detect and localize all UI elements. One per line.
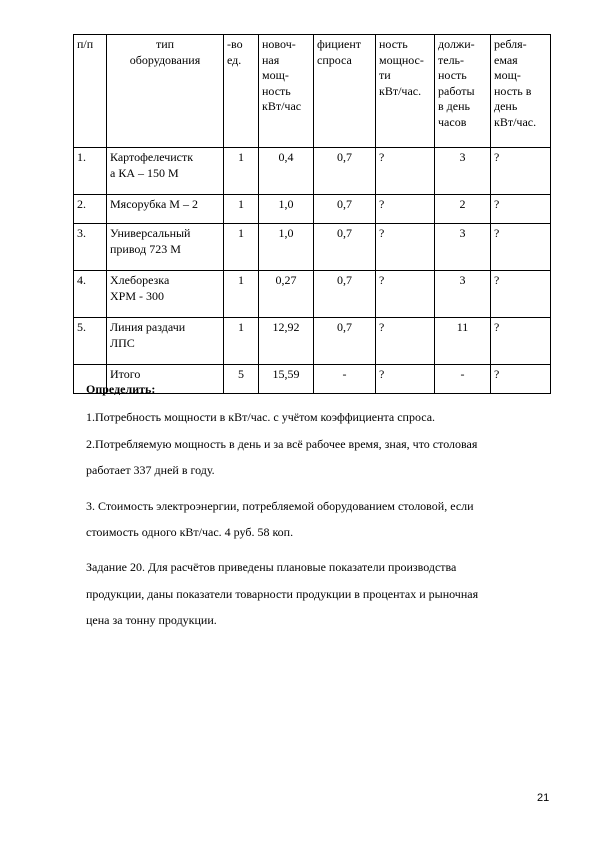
table-cell: 1 (224, 318, 259, 365)
table-cell: 15,59 (259, 365, 314, 394)
task-item-3-line-2: стоимость одного кВт/час. 4 руб. 58 коп. (86, 525, 294, 539)
table-row (74, 195, 551, 224)
header-cell: ность мощнос- ти кВт/час. (376, 35, 435, 148)
page-number: 21 (537, 792, 550, 804)
table-cell: ? (376, 271, 435, 318)
table-cell: 1. (74, 148, 107, 195)
task-item-2-line-1: 2.Потребляемую мощность в день и за всё рабочее время, зная, что столовая (86, 437, 478, 451)
table-cell: 0,7 (314, 271, 376, 318)
task-item-2-line-2: работает 337 дней в году. (86, 463, 215, 477)
table-cell: 1 (224, 195, 259, 224)
table-cell: 1 (224, 148, 259, 195)
table-cell: 3 (435, 271, 491, 318)
table-row (74, 148, 551, 195)
assignment-20-line-2: продукции, даны показатели товарности продукции в процентах и рыночная (86, 587, 479, 601)
header-cell: -во ед. (224, 35, 259, 148)
table-cell: 3. (74, 224, 107, 271)
header-cell: п/п (74, 35, 107, 148)
table-cell: ? (491, 195, 551, 224)
table-cell: 0,4 (259, 148, 314, 195)
table-row (74, 271, 551, 318)
table-cell: ? (491, 224, 551, 271)
table-cell: Итого (107, 365, 224, 394)
table-cell: 1 (224, 224, 259, 271)
header-cell: фициент спроса (314, 35, 376, 148)
header-cell: тип оборудования (107, 35, 224, 148)
table-body (74, 35, 551, 394)
table-cell: ? (376, 224, 435, 271)
table-cell: ? (376, 365, 435, 394)
equipment-table (73, 34, 551, 394)
table-cell: Мясорубка М – 2 (107, 195, 224, 224)
table-cell: 0,7 (314, 148, 376, 195)
table-cell: ? (376, 318, 435, 365)
table-cell: 3 (435, 224, 491, 271)
table-cell: 4. (74, 271, 107, 318)
table-cell: - (314, 365, 376, 394)
table-cell: 0,7 (314, 195, 376, 224)
table-cell: 2 (435, 195, 491, 224)
table-cell: 3 (435, 148, 491, 195)
header-cell: ребля- емая мощ- ность в день кВт/час. (491, 35, 551, 148)
table-cell: Картофелечистк а КА – 150 М (107, 148, 224, 195)
task-item-3-line-1: 3. Стоимость электроэнергии, потребляемой оборудованием столовой, если (86, 499, 474, 513)
table-cell: Хлеборезка ХРМ - 300 (107, 271, 224, 318)
table-row (74, 224, 551, 271)
table-row (74, 318, 551, 365)
header-cell: новоч- ная мощ- ность кВт/час (259, 35, 314, 148)
table-cell: ? (376, 195, 435, 224)
table-cell: Универсальный привод 723 М (107, 224, 224, 271)
table-cell: Линия раздачи ЛПС (107, 318, 224, 365)
table-cell: 1,0 (259, 195, 314, 224)
table-cell: ? (491, 365, 551, 394)
assignment-20-line-3: цена за тонну продукции. (86, 613, 217, 627)
table-cell: 5. (74, 318, 107, 365)
table-cell: ? (491, 148, 551, 195)
task-item-1: 1.Потребность мощности в кВт/час. с учётом коэффициента спроса. (86, 410, 436, 424)
table-cell: 2. (74, 195, 107, 224)
table-cell: 12,92 (259, 318, 314, 365)
table-cell: 5 (224, 365, 259, 394)
table-cell: ? (491, 271, 551, 318)
define-heading: Определить: (86, 382, 156, 396)
table-cell: ? (376, 148, 435, 195)
table-cell: 0,7 (314, 224, 376, 271)
assignment-20-line-1: Задание 20. Для расчётов приведены плановые показатели производства (86, 560, 457, 574)
table-cell: 0,27 (259, 271, 314, 318)
table-cell: 1,0 (259, 224, 314, 271)
header-cell: должи- тель- ность работы в день часов (435, 35, 491, 148)
table-cell: - (435, 365, 491, 394)
table-header-row (74, 35, 551, 148)
table-cell: ? (491, 318, 551, 365)
table-cell: 1 (224, 271, 259, 318)
table-cell: 0,7 (314, 318, 376, 365)
table-cell: 11 (435, 318, 491, 365)
